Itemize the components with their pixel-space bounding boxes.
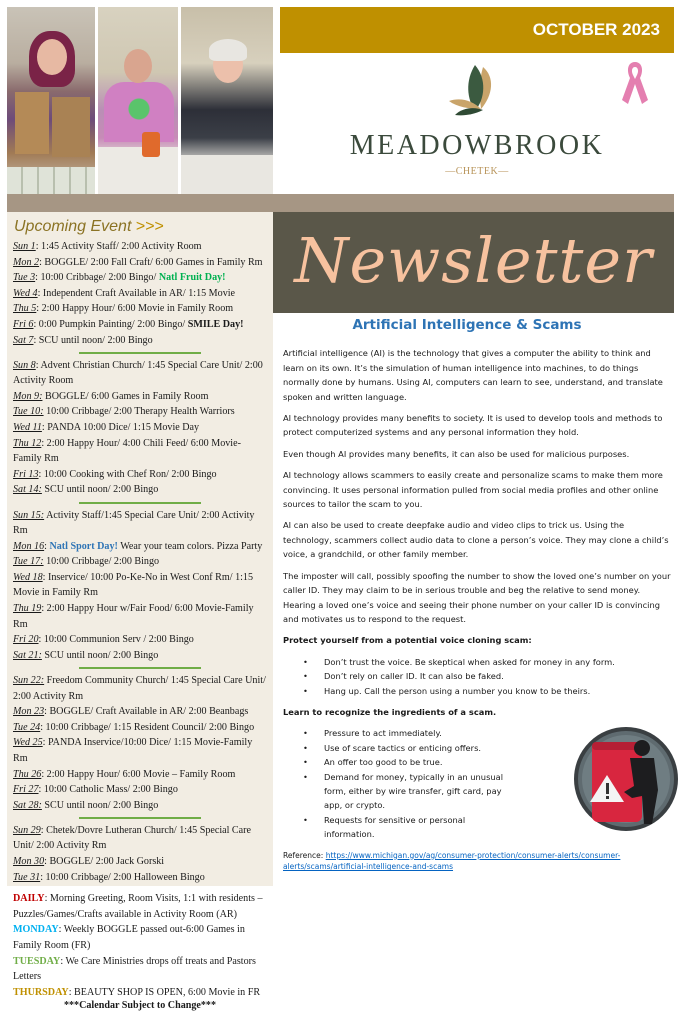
event-date: Tue 17:	[13, 556, 44, 568]
reference-link[interactable]: https://www.michigan.gov/ag/consumer-protection/consumer-alerts/consumer-alerts/scams/artificial-intelligence-and-scams	[283, 850, 621, 872]
event-date: Sun 15:	[13, 509, 45, 521]
event-date: Thu 19	[13, 603, 42, 615]
event-text: :	[44, 540, 50, 552]
article-paragraph: AI can also be used to create deepfake audio and video clips to trick us. Using the technology, scammers collect audio data to clone a person’s voice. They may clone a child’s voice, a grandchild, or other family member.	[283, 520, 669, 560]
event-text: : PANDA Inservice/10:00 Dice/ 1:15 Movie-Family Rm	[13, 737, 253, 764]
event-text: SCU until noon/ 2:00 Bingo	[41, 799, 159, 811]
recognize-item: • Use of scare tactics or enticing offers.	[303, 741, 518, 755]
event-text: SCU until noon/ 2:00 Bingo	[41, 484, 159, 496]
calendar-disclaimer: ***Calendar Subject to Change***	[63, 1000, 217, 1011]
event-date: Sat 28:	[13, 799, 42, 811]
calendar-event	[13, 358, 267, 389]
note-text: : BEAUTY SHOP IS OPEN, 6:00 Movie in FR	[68, 986, 261, 998]
note-key: THURSDAY	[13, 986, 69, 998]
calendar-heading: Upcoming Event >>>	[14, 218, 164, 235]
week-divider	[79, 817, 201, 819]
event-text: : 10:00 Cribbage/ 1:15 Resident Council/ 2:00 Bingo	[40, 721, 255, 733]
calendar-event	[13, 570, 267, 601]
calendar-event	[13, 782, 267, 798]
calendar-event	[13, 467, 267, 483]
recognize-item: • Pressure to act immediately.	[303, 726, 518, 740]
calendar-event	[13, 333, 267, 349]
event-date: Tue 3	[13, 272, 36, 284]
divider-band	[7, 194, 674, 212]
event-date: Thu 5	[13, 303, 37, 315]
event-date: Sun 1	[13, 241, 36, 252]
event-highlight: Natl Fruit Day!	[158, 272, 226, 284]
banner-title: Newsletter	[294, 224, 653, 297]
article-paragraph: The imposter will call, possibly spoofing the number to show the loved one’s number on your caller ID. They may claim to be in serious trouble and beg the relative to send money. Hearing a loved one’s voice and seeing their phone number on your caller ID is convincing and motivates us to respond to the request.	[283, 570, 671, 624]
event-text: : 10:00 Communion Serv / 2:00 Bingo	[38, 634, 194, 646]
event-date: Wed 25	[13, 737, 43, 749]
article-paragraph: Artificial intelligence (AI) is the technology that gives a computer the ability to think and learn on its own. It’s the simulation of human intelligence into machines, to do things normally done by humans. Using AI, computers can learn to see, understand, and translate spoken and written language.	[283, 348, 663, 402]
note-text: : Morning Greeting, Room Visits, 1:1 with residents – Puzzles/Games/Crafts available in Activity Room (AR)	[13, 893, 263, 920]
event-date: Mon 23	[13, 706, 45, 718]
brand-name: MEADOWBROOK	[349, 130, 605, 161]
event-text: 10:00 Cribbage/ 2:00 Bingo	[43, 556, 160, 568]
event-date: Sun 22:	[13, 674, 45, 686]
pink-ribbon-icon	[620, 60, 650, 106]
recognize-item: • Demand for money, typically in an unusual form, either by wire transfer, gift card, pay app, or crypto.	[303, 770, 518, 813]
calendar-event	[13, 508, 267, 539]
event-date: Mon 16	[13, 540, 45, 552]
month-bar	[280, 7, 674, 53]
calendar-event	[13, 389, 267, 405]
event-text: : 10:00 Cooking with Chef Ron/ 2:00 Bingo	[38, 468, 217, 480]
protect-item: • Don’t rely on caller ID. It can also be faked.	[303, 669, 671, 683]
event-text: : PANDA 10:00 Dice/ 1:15 Movie Day	[41, 422, 200, 434]
newsletter-banner	[273, 212, 674, 313]
event-text: : Inservice/ 10:00 Po-Ke-No in West Conf Rm/ 1:15 Movie in Family Rm	[13, 571, 254, 599]
event-text: : Independent Craft Available in AR/ 1:15 Movie	[37, 287, 236, 299]
event-text: SCU until noon/ 2:00 Bingo	[41, 649, 159, 661]
logo-area	[280, 53, 674, 194]
event-highlight: Natl Sport Day!	[49, 540, 118, 552]
photo-resident-2	[98, 7, 178, 194]
event-text: Freedom Community Church/ 1:45 Special Care Unit/ 2:00 Activity Rm	[13, 674, 266, 702]
event-text: : 10:00 Cribbage/ 2:00 Bingo/	[35, 272, 159, 284]
calendar-event	[13, 632, 267, 648]
event-text: Wear your team colors. Pizza Party	[117, 540, 263, 552]
calendar-event	[13, 767, 267, 783]
event-date: Sat 7	[13, 334, 34, 346]
week-divider	[79, 502, 201, 504]
protect-list	[303, 655, 671, 698]
calendar-event	[13, 317, 267, 333]
event-date: Wed 18	[13, 571, 43, 583]
note-key: TUESDAY	[13, 955, 61, 967]
calendar-event	[13, 301, 267, 317]
recognize-item: • An offer too good to be true.	[303, 755, 518, 769]
recognize-item: • Requests for sensitive or personal information.	[303, 813, 518, 842]
event-text: : 2:00 Happy Hour/ 6:00 Movie in Family Room	[36, 303, 234, 315]
protect-item: • Don’t trust the voice. Be skeptical when asked for money in any form.	[303, 655, 671, 669]
event-date: Fri 27	[13, 784, 39, 796]
calendar-event	[13, 436, 267, 467]
calendar-event	[13, 648, 267, 664]
calendar-event	[13, 270, 267, 286]
event-date: Sun 8	[13, 359, 36, 371]
recurring-note	[13, 922, 267, 953]
event-date: Sat 14:	[13, 484, 42, 496]
note-key: MONDAY	[13, 924, 59, 936]
issue-month: OCTOBER 2023	[532, 20, 660, 39]
event-date: Thu 12	[13, 437, 42, 449]
event-date: Fri 13	[13, 468, 39, 480]
event-date: Fri 20	[13, 634, 39, 646]
event-text: : 1:45 Activity Staff/ 2:00 Activity Room	[35, 241, 202, 252]
event-date: Mon 30	[13, 855, 45, 867]
calendar-weeks	[13, 239, 267, 885]
event-text: : BOGGLE/ 2:00 Jack Gorski	[44, 855, 165, 867]
photo-collage	[7, 7, 273, 194]
calendar-event	[13, 798, 267, 814]
note-key: DAILY	[13, 893, 45, 905]
event-date: Wed 4	[13, 287, 38, 299]
article-paragraph: Even though AI provides many benefits, it can also be used for malicious purposes.	[283, 448, 630, 459]
recurring-note	[13, 954, 267, 985]
event-date: Fri 6	[13, 318, 34, 330]
recurring-notes	[13, 891, 267, 1000]
calendar-event	[13, 554, 267, 570]
recurring-note	[13, 985, 267, 1001]
event-text: : 2:00 Happy Hour/ 6:00 Movie – Family Room	[41, 768, 236, 780]
event-text: : 2:00 Happy Hour/ 4:00 Chili Feed/ 6:00 Movie-Family Rm	[13, 437, 241, 465]
calendar-event	[13, 255, 267, 271]
note-text: : We Care Ministries drops off treats and Pastors Letters	[13, 955, 256, 983]
event-text: 10:00 Cribbage/ 2:00 Therapy Health Warriors	[43, 406, 235, 418]
article-paragraph: AI technology provides many benefits to society. It is used to develop tools and methods to protect computerized systems and any personal information they hold.	[283, 413, 663, 438]
event-text: : Chetek/Dovre Lutheran Church/ 1:45 Special Care Unit/ 2:00 Activity Rm	[13, 824, 251, 852]
photo-resident-1	[7, 7, 95, 194]
event-text: : SCU until noon/ 2:00 Bingo	[33, 334, 153, 346]
calendar-event	[13, 704, 267, 720]
calendar-event	[13, 673, 267, 704]
event-date: Mon 2	[13, 256, 40, 268]
reference-label: Reference:	[283, 850, 324, 860]
event-highlight: SMILE Day!	[187, 318, 244, 330]
event-text: : 0:00 Pumpkin Painting/ 2:00 Bingo/	[33, 318, 188, 330]
photo-resident-3	[181, 7, 273, 194]
recognize-heading: Learn to recognize the ingredients of a scam.	[283, 706, 497, 717]
protect-item: • Hang up. Call the person using a number you know to be theirs.	[303, 684, 671, 698]
calendar-event	[13, 539, 267, 555]
calendar-panel	[7, 212, 273, 1011]
article-title: Artificial Intelligence & Scams	[352, 317, 582, 333]
event-text: : BOGGLE/ Craft Available in AR/ 2:00 Beanbags	[44, 706, 249, 718]
event-date: Wed 11	[13, 422, 42, 434]
calendar-event	[13, 286, 267, 302]
event-text: : Advent Christian Church/ 1:45 Special Care Unit/ 2:00 Activity Room	[13, 359, 263, 387]
scam-warning-illustration-icon	[574, 720, 672, 838]
calendar-event	[13, 735, 267, 766]
event-date: Sat 21:	[13, 649, 42, 661]
event-text: : 10:00 Cribbage/ 2:00 Halloween Bingo	[40, 871, 205, 883]
calendar-event	[13, 239, 267, 255]
calendar-event	[13, 601, 267, 632]
brand-location: —CHETEK—	[445, 166, 509, 177]
calendar-event	[13, 404, 267, 420]
recognize-list	[303, 726, 518, 841]
reference	[283, 850, 671, 873]
calendar-event	[13, 720, 267, 736]
event-text: : 2:00 Happy Hour w/Fair Food/ 6:00 Movie-Family Rm	[13, 603, 254, 630]
calendar-event	[13, 823, 267, 854]
event-date: Tue 10:	[13, 406, 44, 418]
calendar-event	[13, 854, 267, 870]
event-date: Tue 31	[13, 871, 41, 883]
note-text: : Weekly BOGGLE passed out-6:00 Games in Family Room (FR)	[13, 924, 245, 951]
event-date: Sun 29	[13, 824, 41, 836]
event-date: Mon 9:	[13, 390, 43, 402]
week-divider	[79, 352, 201, 354]
article-paragraph: AI technology allows scammers to easily create and personalize scams to make them more convincing. It uses personal information pulled from social media profiles and other online sources to tailor the scam to you.	[283, 470, 663, 510]
recurring-note	[13, 891, 267, 922]
event-text: Activity Staff/1:45 Special Care Unit/ 2:00 Activity Rm	[13, 509, 255, 537]
event-text: BOGGLE/ 6:00 Games in Family Room	[42, 390, 209, 402]
calendar-event	[13, 420, 267, 436]
calendar-event	[13, 482, 267, 498]
event-text: : BOGGLE/ 2:00 Fall Craft/ 6:00 Games in Family Rm	[39, 256, 263, 268]
protect-heading: Protect yourself from a potential voice cloning scam:	[283, 635, 532, 646]
event-date: Tue 24	[13, 721, 41, 733]
event-text: : 10:00 Catholic Mass/ 2:00 Bingo	[38, 784, 178, 796]
leaf-logo-icon	[445, 63, 505, 118]
calendar-event	[13, 870, 267, 886]
event-date: Thu 26	[13, 768, 42, 780]
week-divider	[79, 667, 201, 669]
